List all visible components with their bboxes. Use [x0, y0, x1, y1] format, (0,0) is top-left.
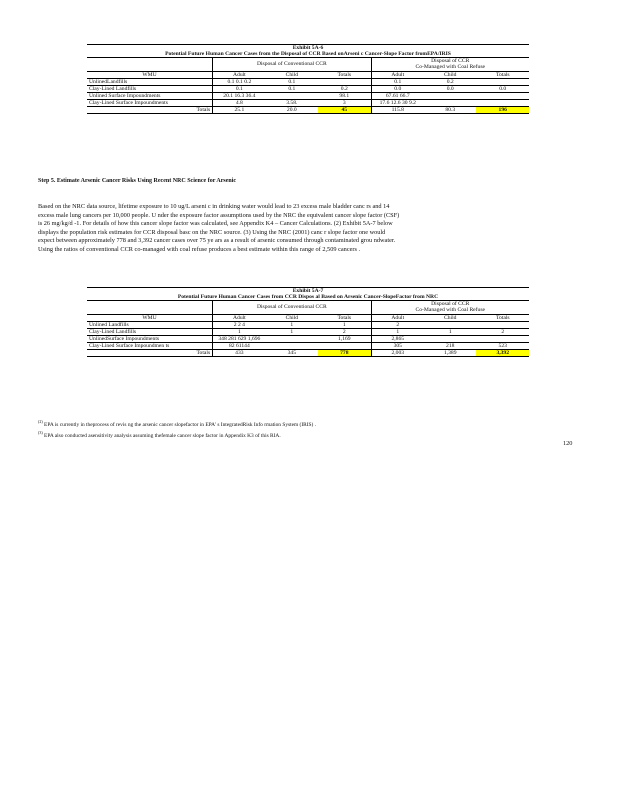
table1-col-wmu: WMU [87, 71, 213, 78]
step-heading: Step 5. Estimate Arsenic Cancer Risks Using Recent NRC Science for Arsenic [38, 178, 237, 184]
table1-col-child-2: Child [424, 71, 476, 78]
table2-group-comanaged-1: Disposal of CCR [371, 301, 529, 308]
table1-col-child: Child [266, 71, 318, 78]
table2-col-wmu: WMU [87, 314, 213, 321]
paragraph-line: excess male lung cancers per 10,000 people. U nder the exposure factor assumptions used by the NRC the equivalent cancer slope factor (CSF) [38, 211, 400, 219]
footnotes [38, 418, 316, 440]
table1-col-adult-2: Adult [371, 71, 424, 78]
highlighted-total: 778 [318, 350, 371, 357]
highlighted-total: 45 [318, 107, 371, 114]
table2-group-comanaged-2: Co-Managed with Coal Refuse [371, 307, 529, 314]
totals-label: Totals [87, 350, 213, 357]
table2-exhibit: Exhibit 5A-7 [87, 288, 529, 295]
table-row: UnlinedSurface Impoundments 348 281 629 1,696 1,169 2,865 [87, 335, 529, 342]
table2-col-totals: Totals [318, 314, 371, 321]
exhibit-5a-6-table [87, 44, 529, 114]
table2-group-conventional: Disposal of Conventional CCR [213, 301, 371, 314]
table1-col-adult: Adult [213, 71, 266, 78]
table1-group-conventional: Disposal of Conventional CCR [213, 58, 371, 71]
totals-label: Totals [87, 107, 213, 114]
page-number: 120 [563, 440, 573, 447]
table2-col-child: Child [266, 314, 318, 321]
table2-title: Potential Future Human Cancer Cases from CCR Dispos al Based on Arsenic Cancer-SlopeFactor from NRC [87, 294, 529, 301]
table-row: Clay-Lined Surface Impoundments 4.8 3.58. 3 17.6 12.6 30 9.2 [87, 100, 529, 107]
table-row: Clay-Lined Landfills 0.1 0.1 0.2 0.0 0.0 0.0 [87, 85, 529, 92]
highlighted-total: 196 [476, 107, 529, 114]
paragraph-line: Based on the NRC data source, lifetime exposure to 10 ug/L arseni c in drinking water would lead to 23 excess male bladder canc rs and 14 [38, 203, 390, 210]
exhibit-5a-7-table [87, 287, 529, 357]
table2-col-adult-2: Adult [371, 314, 424, 321]
table-row: Clay-Lined Surface Impoundmen ts 82 61144 305 218 523 [87, 343, 529, 350]
table1-col-totals: Totals [318, 71, 371, 78]
table-row: Clay-Lined Landfills 1 1 2 1 1 2 [87, 328, 529, 335]
table2-col-adult: Adult [213, 314, 266, 321]
footnote: $^{(3)}$ EPA also conducted asensitivity analysis assuming thefemale cancer slope factor in Appendix K3 of this RIA. [38, 429, 281, 439]
table1-title: Potential Future Human Cancer Cases from the Disposal of CCR Based onArseni c Cancer-Slope Factor fromEPA/IRIS [87, 51, 529, 58]
paragraph-line: Using the ratios of conventional CCR co-managed with coal refuse produces a best estimate within this range of 2,509 cancers . [38, 245, 361, 253]
table-row: UnlinedLandfills 0.1 0.1 0.2 0.1 0.1 0.2 [87, 78, 529, 85]
footnote: $^{(2)}$ EPA is currently in theprocess of revis ng the arsenic cancer slopefactor in EPA' s IntegratedRisk Info rmation System (IRIS) . [38, 419, 317, 428]
paragraph-line: expect between approximately 778 and 3,392 cancer cases over 75 ye ars as a result of arsenic consumed through contaminated grou ndwater. [38, 237, 396, 245]
paragraph-line: displays the population risk estimates for CCR disposal basc on the NRC source. (3) Using the NRC (2001) canc r slope factor one would [38, 228, 386, 236]
body-paragraph [38, 203, 399, 255]
table2-col-totals-2: Totals [476, 314, 529, 321]
totals-row: Totals 25.1 20.0 45 115.8 80.3 196 [87, 107, 529, 114]
totals-row: Totals 433 345 778 2,003 1,389 3,392 [87, 350, 529, 357]
table1-group-comanaged-1: Disposal of CCR [371, 58, 529, 65]
paragraph-line: is 26 mg/kg/d -1. For details of how this cancer slope factor was calculated, see Appendix K4 – Cancer Calculations. (2) Exhibit 5A-7 below [38, 220, 393, 228]
table2-col-child-2: Child [424, 314, 476, 321]
table1-col-totals-2: Totals [476, 71, 529, 78]
table-row: Unlined Landfills 2 2 4 1 1 2 [87, 321, 529, 328]
highlighted-total: 3,392 [476, 350, 529, 357]
table1-exhibit: Exhibit 5A-6 [87, 45, 529, 52]
table-row: Unlined Surface Impoundments 20.1 16.3 36.4 98.1 67.61 66.7 [87, 92, 529, 99]
table1-group-comanaged-2: Co-Managed with Coal Refuse [371, 64, 529, 71]
